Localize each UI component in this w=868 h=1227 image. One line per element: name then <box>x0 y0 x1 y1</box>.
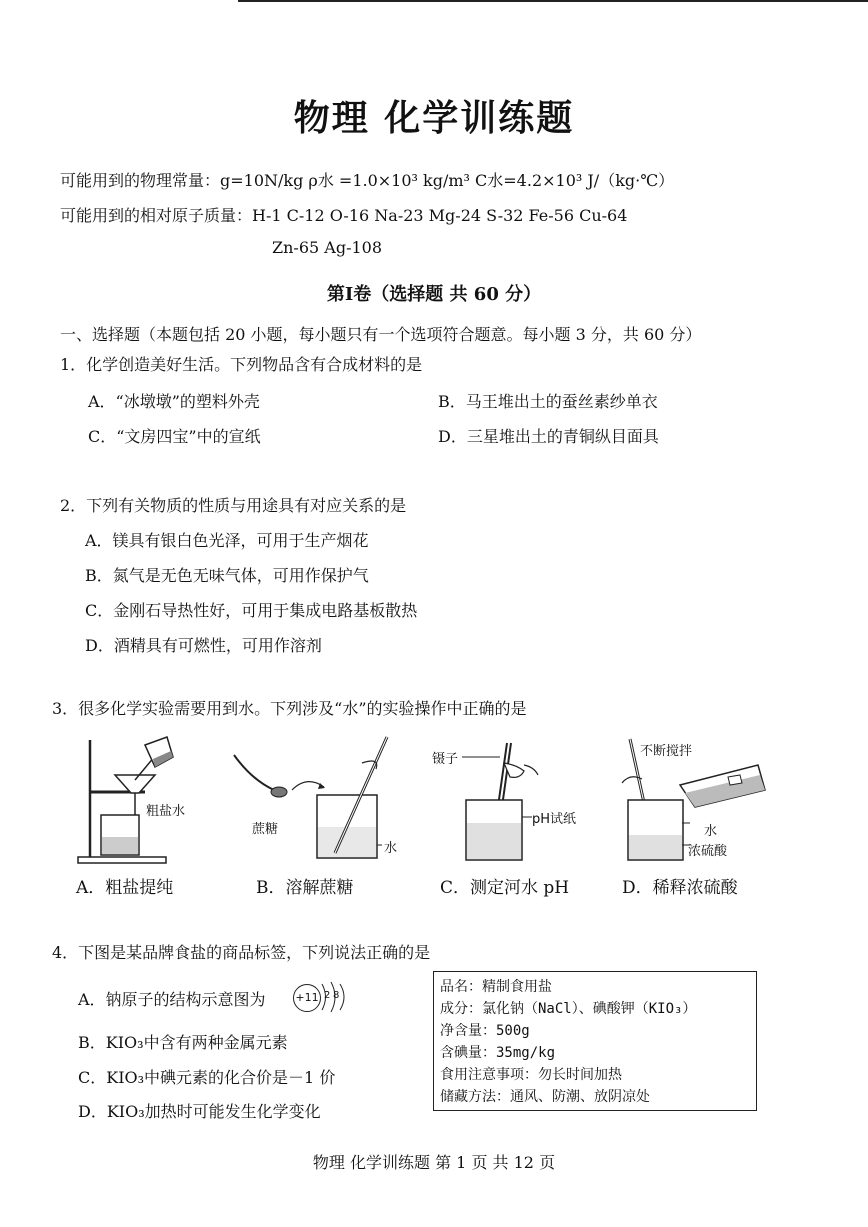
label-sucrose: 蔗糖 <box>252 822 279 837</box>
q4-option-a: A．钠原子的结构示意图为 <box>78 990 266 1009</box>
shell-2-count: 8 <box>333 990 340 1001</box>
top-rule <box>238 0 868 2</box>
label-ingredients: 成分：氯化钠（NaCl）、碘酸钾（KIO₃） <box>440 1001 697 1017</box>
atom-nucleus: +11 <box>293 984 321 1012</box>
q3-stem: 3．很多化学实验需要用到水。下列涉及“水”的实验操作中正确的是 <box>52 699 527 718</box>
label-usage-notes: 食用注意事项：勿长时间加热 <box>440 1067 622 1083</box>
q1-option-d: D．三星堆出土的青铜纵目面具 <box>438 427 659 446</box>
label-water-d: 水 <box>704 824 718 839</box>
q3-option-d: D．稀释浓硫酸 <box>622 878 738 898</box>
q3-option-a: A．粗盐提纯 <box>76 878 174 898</box>
section-title: 第Ⅰ卷（选择题 共 60 分） <box>326 284 542 305</box>
label-storage: 储藏方法：通风、防潮、放阴凉处 <box>440 1089 650 1105</box>
q1-option-b: B．马王堆出土的蚕丝素纱单衣 <box>438 392 658 411</box>
label-keep-stirring: 不断搅拌 <box>640 744 693 759</box>
q2-option-b: B．氮气是无色无味气体，可用作保护气 <box>85 566 369 585</box>
q2-option-d: D．酒精具有可燃性，可用作溶剂 <box>85 636 322 655</box>
q1-option-a: A．“冰墩墩”的塑料外壳 <box>88 392 260 411</box>
q2-option-a: A．镁具有银白色光泽，可用于生产烟花 <box>85 531 369 550</box>
label-ph-paper: pH试纸 <box>532 812 577 827</box>
q2-stem: 2．下列有关物质的性质与用途具有对应关系的是 <box>60 496 407 515</box>
label-net-content: 净含量：500g <box>440 1023 530 1039</box>
label-tweezers: 镊子 <box>432 752 459 767</box>
sodium-atom-diagram <box>293 980 353 1014</box>
q4-option-d: D．KIO₃加热时可能发生化学变化 <box>78 1102 321 1121</box>
page-footer: 物理 化学训练题 第 1 页 共 12 页 <box>312 1153 556 1172</box>
label-water-b: 水 <box>384 841 398 856</box>
figure-ph-test <box>462 735 582 865</box>
label-crude-salt-water: 粗盐水 <box>146 804 186 819</box>
q4-stem: 4．下图是某品牌食盐的商品标签，下列说法正确的是 <box>52 943 431 962</box>
atomic-masses-line2: Zn-65 Ag-108 <box>272 238 383 257</box>
q2-option-c: C．金刚石导热性好，可用于集成电路基板散热 <box>85 601 418 620</box>
label-conc-acid: 浓硫酸 <box>688 844 728 859</box>
atomic-masses-line1: 可能用到的相对原子质量：H-1 C-12 O-16 Na-23 Mg-24 S-32 Fe-56 Cu-64 <box>60 206 628 225</box>
label-iodine-content: 含碘量：35mg/kg <box>440 1045 556 1061</box>
q1-stem: 1．化学创造美好生活。下列物品含有合成材料的是 <box>60 355 423 374</box>
q3-option-b: B．溶解蔗糖 <box>256 878 354 898</box>
salt-product-label <box>433 971 757 1111</box>
q4-option-b: B．KIO₃中含有两种金属元素 <box>78 1033 288 1052</box>
q4-option-c: C．KIO₃中碘元素的化合价是－1 价 <box>78 1068 336 1087</box>
label-product-name: 品名：精制食用盐 <box>440 979 552 995</box>
q1-option-c: C．“文房四宝”中的宣纸 <box>88 427 261 446</box>
shell-1-count: 2 <box>324 990 331 1001</box>
physical-constants: 可能用到的物理常量：g=10N/kg ρ水 =1.0×10³ kg/m³ C水=4.2×10³ J/（kg·℃） <box>60 171 675 190</box>
part-instructions: 一、选择题（本题包括 20 小题，每小题只有一个选项符合题意。每小题 3 分，共 60 分） <box>60 325 702 344</box>
q3-option-c: C．测定河水 pH <box>440 878 570 898</box>
figure-dissolve <box>232 735 392 865</box>
page-title: 物理 化学训练题 <box>293 98 575 139</box>
